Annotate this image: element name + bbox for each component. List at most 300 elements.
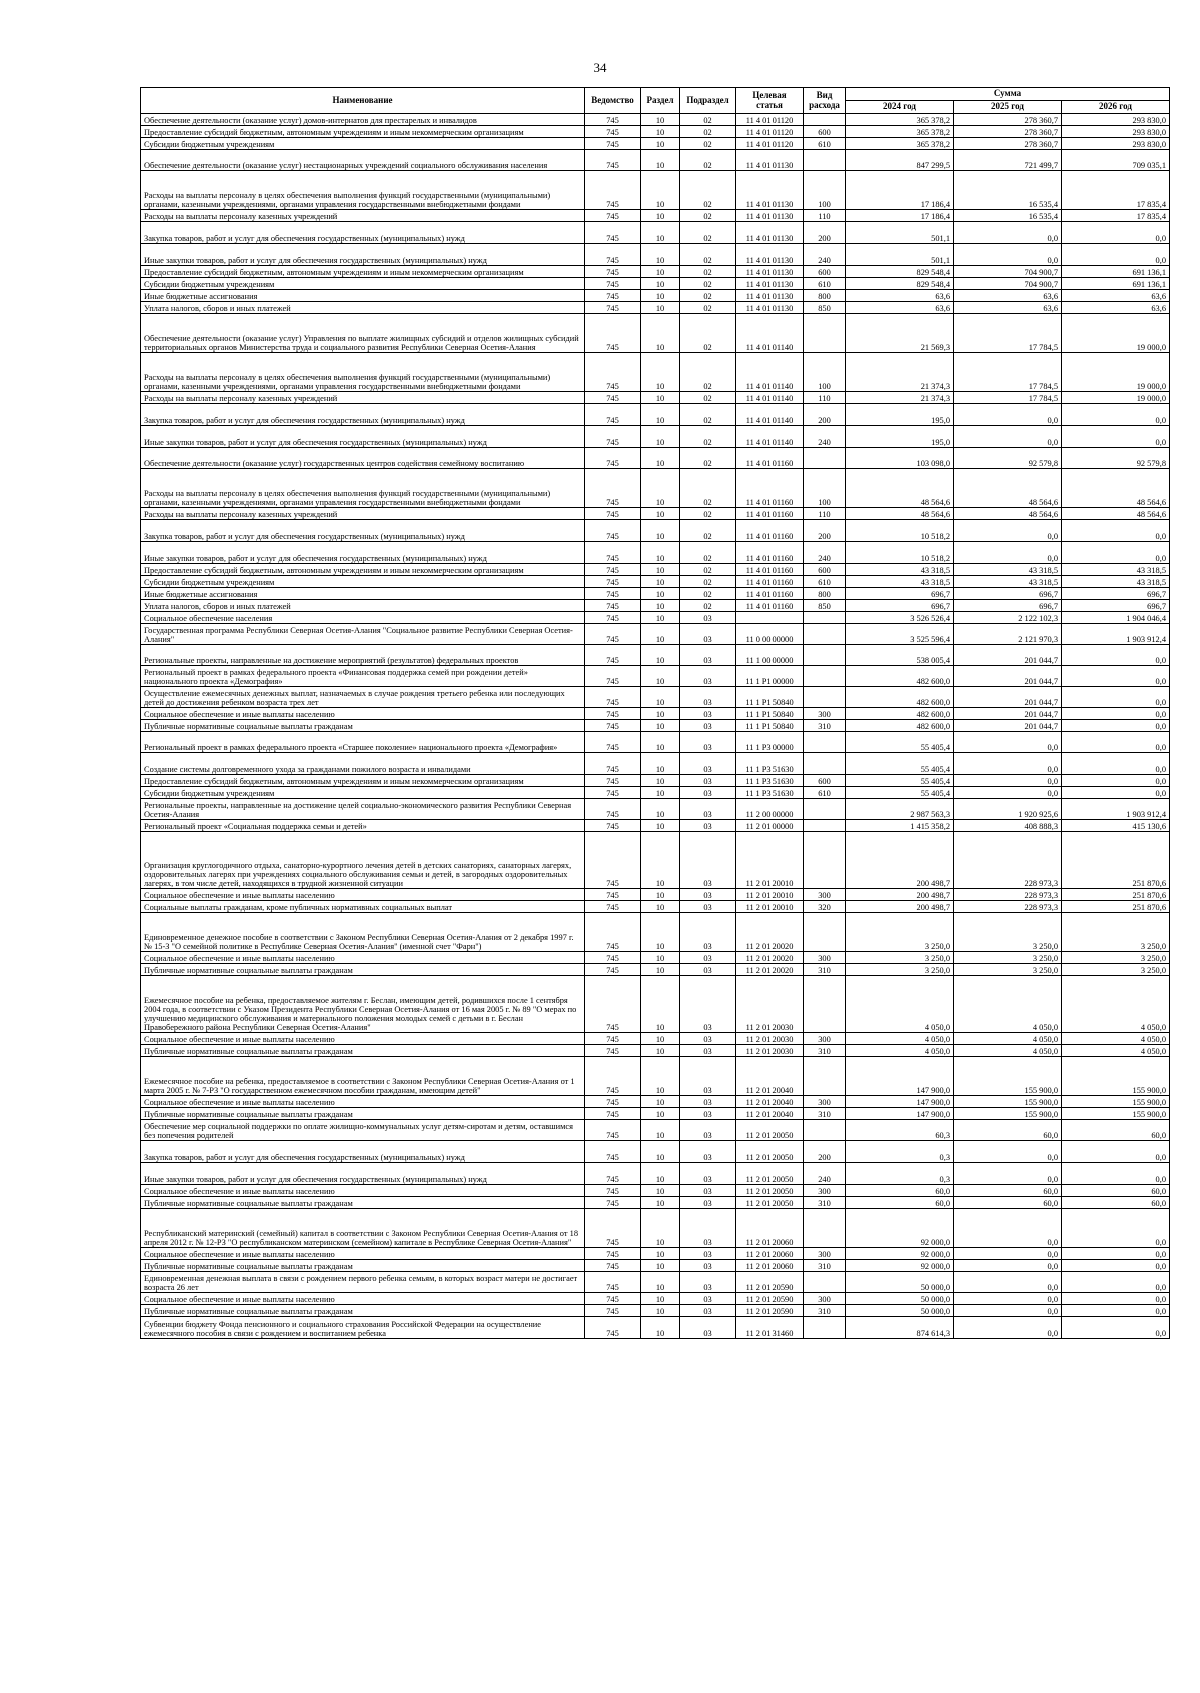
table-row bbox=[141, 392, 1170, 404]
cell-name: Предоставление субсидий бюджетным, автономным учреждениям и иным некоммерческим организациям bbox=[141, 266, 585, 278]
cell-sum-2026: 48 564,6 bbox=[1062, 508, 1170, 520]
cell-subsection: 02 bbox=[680, 600, 736, 612]
cell-section: 10 bbox=[641, 564, 680, 576]
page-number: 34 bbox=[593, 60, 607, 75]
cell-section: 10 bbox=[641, 469, 680, 508]
cell-section: 10 bbox=[641, 600, 680, 612]
cell-sum-2024: 0,3 bbox=[846, 1163, 954, 1185]
table-row bbox=[141, 913, 1170, 952]
cell-subsection: 03 bbox=[680, 732, 736, 753]
cell-department: 745 bbox=[585, 171, 641, 210]
table-row bbox=[141, 171, 1170, 210]
cell-subsection: 03 bbox=[680, 1141, 736, 1163]
cell-section: 10 bbox=[641, 1141, 680, 1163]
cell-sum-2026: 696,7 bbox=[1062, 588, 1170, 600]
cell-sum-2026: 0,0 bbox=[1062, 1209, 1170, 1248]
cell-sum-2025: 43 318,5 bbox=[954, 564, 1062, 576]
cell-target-article: 11 2 01 20010 bbox=[736, 832, 804, 889]
table-row bbox=[141, 952, 1170, 964]
cell-name: Субсидии бюджетным учреждениям bbox=[141, 787, 585, 799]
cell-target-article: 11 4 01 01140 bbox=[736, 392, 804, 404]
header-section: Раздел bbox=[641, 88, 680, 114]
cell-section: 10 bbox=[641, 1057, 680, 1096]
cell-section: 10 bbox=[641, 787, 680, 799]
header-department: Ведомство bbox=[585, 88, 641, 114]
cell-department: 745 bbox=[585, 624, 641, 645]
table-row bbox=[141, 426, 1170, 448]
cell-subsection: 03 bbox=[680, 1293, 736, 1305]
cell-name: Уплата налогов, сборов и иных платежей bbox=[141, 302, 585, 314]
cell-name: Расходы на выплаты персоналу казенных учреждений bbox=[141, 508, 585, 520]
cell-name: Закупка товаров, работ и услуг для обеспечения государственных (муниципальных) нужд bbox=[141, 404, 585, 426]
cell-sum-2024: 195,0 bbox=[846, 426, 954, 448]
table-row bbox=[141, 889, 1170, 901]
cell-target-article: 11 4 01 01130 bbox=[736, 278, 804, 290]
cell-name: Ежемесячное пособие на ребенка, предоставляемое в соответствии с Законом Республики Северная Осетия-Алания от 1 марта 2005 г. № 7-РЗ "О государственном ежемесячном пособии гражданам, имеющим детей" bbox=[141, 1057, 585, 1096]
cell-sum-2026: 709 035,1 bbox=[1062, 150, 1170, 171]
cell-department: 745 bbox=[585, 114, 641, 126]
cell-sum-2026: 0,0 bbox=[1062, 775, 1170, 787]
cell-name: Обеспечение мер социальной поддержки по оплате жилищно-коммунальных услуг детям-сиротам и детям, оставшимся без попечения родителей bbox=[141, 1120, 585, 1141]
header-year-2025: 2025 год bbox=[954, 101, 1062, 114]
cell-expense-kind: 240 bbox=[804, 244, 846, 266]
cell-sum-2024: 60,3 bbox=[846, 1120, 954, 1141]
cell-expense-kind bbox=[804, 1272, 846, 1293]
cell-subsection: 02 bbox=[680, 314, 736, 353]
cell-name: Иные закупки товаров, работ и услуг для обеспечения государственных (муниципальных) нужд bbox=[141, 244, 585, 266]
cell-sum-2025: 16 535,4 bbox=[954, 171, 1062, 210]
cell-department: 745 bbox=[585, 1260, 641, 1272]
cell-sum-2025: 4 050,0 bbox=[954, 1045, 1062, 1057]
cell-sum-2024: 365 378,2 bbox=[846, 126, 954, 138]
cell-sum-2025: 408 888,3 bbox=[954, 820, 1062, 832]
cell-section: 10 bbox=[641, 290, 680, 302]
cell-expense-kind bbox=[804, 1057, 846, 1096]
cell-sum-2024: 874 614,3 bbox=[846, 1317, 954, 1339]
table-row bbox=[141, 520, 1170, 542]
cell-expense-kind bbox=[804, 753, 846, 775]
cell-section: 10 bbox=[641, 542, 680, 564]
table-row bbox=[141, 290, 1170, 302]
cell-target-article: 11 0 00 00000 bbox=[736, 624, 804, 645]
cell-subsection: 03 bbox=[680, 624, 736, 645]
cell-department: 745 bbox=[585, 666, 641, 687]
cell-department: 745 bbox=[585, 469, 641, 508]
cell-department: 745 bbox=[585, 612, 641, 624]
header-year-2024: 2024 год bbox=[846, 101, 954, 114]
cell-department: 745 bbox=[585, 576, 641, 588]
cell-sum-2026: 60,0 bbox=[1062, 1197, 1170, 1209]
cell-sum-2026: 0,0 bbox=[1062, 1141, 1170, 1163]
cell-section: 10 bbox=[641, 1108, 680, 1120]
cell-expense-kind: 300 bbox=[804, 1293, 846, 1305]
table-row bbox=[141, 624, 1170, 645]
table-row bbox=[141, 302, 1170, 314]
cell-sum-2024: 50 000,0 bbox=[846, 1293, 954, 1305]
cell-sum-2025: 201 044,7 bbox=[954, 645, 1062, 666]
cell-expense-kind: 850 bbox=[804, 600, 846, 612]
cell-sum-2025: 2 121 970,3 bbox=[954, 624, 1062, 645]
cell-expense-kind: 800 bbox=[804, 290, 846, 302]
cell-department: 745 bbox=[585, 126, 641, 138]
cell-section: 10 bbox=[641, 314, 680, 353]
cell-sum-2025: 60,0 bbox=[954, 1185, 1062, 1197]
cell-sum-2025: 63,6 bbox=[954, 302, 1062, 314]
table-row bbox=[141, 976, 1170, 1033]
cell-subsection: 02 bbox=[680, 392, 736, 404]
cell-sum-2025: 0,0 bbox=[954, 732, 1062, 753]
cell-sum-2026: 1 904 046,4 bbox=[1062, 612, 1170, 624]
cell-sum-2024: 3 525 596,4 bbox=[846, 624, 954, 645]
table-row bbox=[141, 576, 1170, 588]
cell-expense-kind: 300 bbox=[804, 952, 846, 964]
cell-name: Социальное обеспечение и иные выплаты населению bbox=[141, 708, 585, 720]
cell-name: Расходы на выплаты персоналу в целях обеспечения выполнения функций государственными (муниципальными) органами, казенными учреждениями, органами управления государственными внебюджетными фондами bbox=[141, 171, 585, 210]
cell-sum-2025: 0,0 bbox=[954, 1317, 1062, 1339]
cell-expense-kind: 310 bbox=[804, 1260, 846, 1272]
cell-section: 10 bbox=[641, 1317, 680, 1339]
cell-name: Публичные нормативные социальные выплаты гражданам bbox=[141, 1260, 585, 1272]
cell-name: Закупка товаров, работ и услуг для обеспечения государственных (муниципальных) нужд bbox=[141, 520, 585, 542]
cell-department: 745 bbox=[585, 913, 641, 952]
cell-sum-2026: 0,0 bbox=[1062, 542, 1170, 564]
cell-expense-kind: 600 bbox=[804, 564, 846, 576]
cell-target-article: 11 4 01 01140 bbox=[736, 404, 804, 426]
header-target-article: Целевая статья bbox=[736, 88, 804, 114]
cell-sum-2024: 147 900,0 bbox=[846, 1108, 954, 1120]
cell-sum-2024: 50 000,0 bbox=[846, 1272, 954, 1293]
cell-sum-2026: 4 050,0 bbox=[1062, 976, 1170, 1033]
cell-expense-kind: 200 bbox=[804, 222, 846, 244]
cell-expense-kind bbox=[804, 666, 846, 687]
cell-department: 745 bbox=[585, 753, 641, 775]
cell-name: Социальные выплаты гражданам, кроме публичных нормативных социальных выплат bbox=[141, 901, 585, 913]
cell-department: 745 bbox=[585, 1209, 641, 1248]
cell-name: Обеспечение деятельности (оказание услуг) государственных центров содействия семейному воспитанию bbox=[141, 448, 585, 469]
cell-section: 10 bbox=[641, 964, 680, 976]
cell-department: 745 bbox=[585, 1108, 641, 1120]
cell-sum-2024: 43 318,5 bbox=[846, 564, 954, 576]
cell-sum-2024: 17 186,4 bbox=[846, 171, 954, 210]
cell-subsection: 02 bbox=[680, 542, 736, 564]
cell-section: 10 bbox=[641, 1045, 680, 1057]
cell-name: Организация круглогодичного отдыха, санаторно-курортного лечения детей в детских санаториях, санаторных лагерях, оздоровительных лагерях при учреждениях социального обслуживания семьи и детей, в загородных оздоровительных лагерях, в том числе детей, находящихся в трудной жизненной ситуации bbox=[141, 832, 585, 889]
cell-sum-2024: 4 050,0 bbox=[846, 1045, 954, 1057]
cell-sum-2026: 155 900,0 bbox=[1062, 1108, 1170, 1120]
cell-sum-2026: 17 835,4 bbox=[1062, 171, 1170, 210]
table-row bbox=[141, 1057, 1170, 1096]
cell-expense-kind bbox=[804, 1209, 846, 1248]
cell-expense-kind: 310 bbox=[804, 1305, 846, 1317]
cell-department: 745 bbox=[585, 150, 641, 171]
cell-section: 10 bbox=[641, 448, 680, 469]
cell-section: 10 bbox=[641, 404, 680, 426]
table-row bbox=[141, 820, 1170, 832]
cell-sum-2026: 3 250,0 bbox=[1062, 952, 1170, 964]
cell-name: Иные закупки товаров, работ и услуг для обеспечения государственных (муниципальных) нужд bbox=[141, 426, 585, 448]
cell-name: Социальное обеспечение и иные выплаты населению bbox=[141, 1185, 585, 1197]
cell-sum-2025: 43 318,5 bbox=[954, 576, 1062, 588]
cell-sum-2024: 2 987 563,3 bbox=[846, 799, 954, 820]
cell-sum-2026: 0,0 bbox=[1062, 520, 1170, 542]
cell-expense-kind: 310 bbox=[804, 1045, 846, 1057]
cell-sum-2026: 1 903 912,4 bbox=[1062, 624, 1170, 645]
cell-department: 745 bbox=[585, 392, 641, 404]
cell-name: Иные бюджетные ассигнования bbox=[141, 588, 585, 600]
cell-sum-2025: 3 250,0 bbox=[954, 913, 1062, 952]
table-row bbox=[141, 150, 1170, 171]
cell-sum-2024: 21 374,3 bbox=[846, 353, 954, 392]
cell-expense-kind: 310 bbox=[804, 1197, 846, 1209]
cell-section: 10 bbox=[641, 171, 680, 210]
cell-expense-kind: 800 bbox=[804, 588, 846, 600]
cell-sum-2026: 696,7 bbox=[1062, 600, 1170, 612]
cell-expense-kind: 240 bbox=[804, 1163, 846, 1185]
cell-department: 745 bbox=[585, 600, 641, 612]
cell-subsection: 03 bbox=[680, 913, 736, 952]
table-row bbox=[141, 1120, 1170, 1141]
cell-sum-2025: 0,0 bbox=[954, 1163, 1062, 1185]
cell-department: 745 bbox=[585, 832, 641, 889]
cell-sum-2024: 0,3 bbox=[846, 1141, 954, 1163]
cell-sum-2024: 3 250,0 bbox=[846, 913, 954, 952]
cell-target-article: 11 2 01 20030 bbox=[736, 1045, 804, 1057]
cell-sum-2025: 0,0 bbox=[954, 1272, 1062, 1293]
cell-sum-2025: 696,7 bbox=[954, 588, 1062, 600]
cell-target-article: 11 4 01 01120 bbox=[736, 138, 804, 150]
table-row bbox=[141, 138, 1170, 150]
cell-target-article: 11 2 01 20590 bbox=[736, 1293, 804, 1305]
cell-section: 10 bbox=[641, 1260, 680, 1272]
cell-subsection: 02 bbox=[680, 353, 736, 392]
cell-section: 10 bbox=[641, 222, 680, 244]
cell-section: 10 bbox=[641, 576, 680, 588]
cell-subsection: 02 bbox=[680, 448, 736, 469]
cell-expense-kind: 200 bbox=[804, 1141, 846, 1163]
table-row bbox=[141, 1096, 1170, 1108]
table-row bbox=[141, 1033, 1170, 1045]
cell-expense-kind bbox=[804, 832, 846, 889]
cell-expense-kind bbox=[804, 624, 846, 645]
cell-target-article: 11 4 01 01160 bbox=[736, 508, 804, 520]
table-row bbox=[141, 448, 1170, 469]
cell-sum-2026: 251 870,6 bbox=[1062, 901, 1170, 913]
cell-subsection: 02 bbox=[680, 426, 736, 448]
cell-target-article: 11 4 01 01120 bbox=[736, 114, 804, 126]
cell-subsection: 03 bbox=[680, 901, 736, 913]
cell-subsection: 02 bbox=[680, 278, 736, 290]
cell-sum-2026: 0,0 bbox=[1062, 426, 1170, 448]
cell-sum-2026: 0,0 bbox=[1062, 1260, 1170, 1272]
cell-sum-2025: 4 050,0 bbox=[954, 1033, 1062, 1045]
cell-name: Региональные проекты, направленные на достижение мероприятий (результатов) федеральных проектов bbox=[141, 645, 585, 666]
cell-department: 745 bbox=[585, 889, 641, 901]
cell-section: 10 bbox=[641, 278, 680, 290]
cell-section: 10 bbox=[641, 392, 680, 404]
cell-name: Иные бюджетные ассигнования bbox=[141, 290, 585, 302]
cell-target-article: 11 4 01 01120 bbox=[736, 126, 804, 138]
cell-sum-2025: 228 973,3 bbox=[954, 832, 1062, 889]
cell-expense-kind: 300 bbox=[804, 1248, 846, 1260]
cell-sum-2026: 251 870,6 bbox=[1062, 832, 1170, 889]
cell-sum-2026: 4 050,0 bbox=[1062, 1045, 1170, 1057]
cell-name: Расходы на выплаты персоналу в целях обеспечения выполнения функций государственными (муниципальными) органами, казенными учреждениями, органами управления государственными внебюджетными фондами bbox=[141, 353, 585, 392]
table-row bbox=[141, 666, 1170, 687]
cell-expense-kind bbox=[804, 687, 846, 708]
cell-name: Социальное обеспечение населения bbox=[141, 612, 585, 624]
cell-sum-2025: 201 044,7 bbox=[954, 708, 1062, 720]
cell-department: 745 bbox=[585, 1272, 641, 1293]
cell-name: Единовременная денежная выплата в связи с рождением первого ребенка семьям, в которых возраст матери не достигает возраста 26 лет bbox=[141, 1272, 585, 1293]
cell-section: 10 bbox=[641, 666, 680, 687]
cell-sum-2025: 201 044,7 bbox=[954, 666, 1062, 687]
cell-sum-2024: 147 900,0 bbox=[846, 1057, 954, 1096]
cell-department: 745 bbox=[585, 508, 641, 520]
cell-department: 745 bbox=[585, 732, 641, 753]
cell-target-article: 11 2 01 20060 bbox=[736, 1248, 804, 1260]
cell-section: 10 bbox=[641, 687, 680, 708]
cell-sum-2026: 0,0 bbox=[1062, 666, 1170, 687]
cell-target-article: 11 1 Р1 50840 bbox=[736, 687, 804, 708]
cell-department: 745 bbox=[585, 708, 641, 720]
cell-sum-2025: 0,0 bbox=[954, 1141, 1062, 1163]
cell-sum-2024: 482 600,0 bbox=[846, 720, 954, 732]
cell-target-article: 11 2 01 20010 bbox=[736, 901, 804, 913]
cell-sum-2025: 16 535,4 bbox=[954, 210, 1062, 222]
cell-sum-2025: 60,0 bbox=[954, 1197, 1062, 1209]
table-row bbox=[141, 645, 1170, 666]
table-row bbox=[141, 1317, 1170, 1339]
cell-subsection: 02 bbox=[680, 520, 736, 542]
cell-expense-kind: 240 bbox=[804, 542, 846, 564]
cell-target-article: 11 2 01 20060 bbox=[736, 1260, 804, 1272]
cell-section: 10 bbox=[641, 1096, 680, 1108]
cell-subsection: 02 bbox=[680, 222, 736, 244]
cell-expense-kind: 110 bbox=[804, 392, 846, 404]
cell-sum-2025: 155 900,0 bbox=[954, 1096, 1062, 1108]
table-row bbox=[141, 564, 1170, 576]
cell-subsection: 02 bbox=[680, 171, 736, 210]
cell-expense-kind: 610 bbox=[804, 787, 846, 799]
cell-sum-2025: 0,0 bbox=[954, 542, 1062, 564]
cell-name: Расходы на выплаты персоналу в целях обеспечения выполнения функций государственными (муниципальными) органами, казенными учреждениями, органами управления государственными внебюджетными фондами bbox=[141, 469, 585, 508]
cell-name: Предоставление субсидий бюджетным, автономным учреждениям и иным некоммерческим организациям bbox=[141, 126, 585, 138]
cell-expense-kind: 300 bbox=[804, 1096, 846, 1108]
cell-subsection: 03 bbox=[680, 666, 736, 687]
table-row bbox=[141, 687, 1170, 708]
cell-sum-2026: 43 318,5 bbox=[1062, 576, 1170, 588]
cell-subsection: 03 bbox=[680, 687, 736, 708]
table-row bbox=[141, 1248, 1170, 1260]
cell-sum-2026: 0,0 bbox=[1062, 1317, 1170, 1339]
cell-name: Предоставление субсидий бюджетным, автономным учреждениям и иным некоммерческим организациям bbox=[141, 564, 585, 576]
table-row bbox=[141, 732, 1170, 753]
table-row bbox=[141, 964, 1170, 976]
cell-subsection: 03 bbox=[680, 1033, 736, 1045]
cell-target-article: 11 1 Р1 00000 bbox=[736, 666, 804, 687]
cell-target-article: 11 4 01 01160 bbox=[736, 448, 804, 469]
cell-section: 10 bbox=[641, 1305, 680, 1317]
cell-target-article: 11 2 01 20030 bbox=[736, 1033, 804, 1045]
table-row bbox=[141, 1197, 1170, 1209]
cell-section: 10 bbox=[641, 732, 680, 753]
cell-target-article: 11 4 01 01160 bbox=[736, 564, 804, 576]
cell-sum-2026: 4 050,0 bbox=[1062, 1033, 1170, 1045]
cell-sum-2024: 365 378,2 bbox=[846, 114, 954, 126]
cell-target-article: 11 2 01 20040 bbox=[736, 1096, 804, 1108]
cell-name: Региональные проекты, направленные на достижение целей социально-экономического развития Республики Северная Осетия-Алания bbox=[141, 799, 585, 820]
cell-subsection: 02 bbox=[680, 114, 736, 126]
cell-name: Закупка товаров, работ и услуг для обеспечения государственных (муниципальных) нужд bbox=[141, 1141, 585, 1163]
cell-sum-2025: 696,7 bbox=[954, 600, 1062, 612]
cell-section: 10 bbox=[641, 1163, 680, 1185]
cell-name: Социальное обеспечение и иные выплаты населению bbox=[141, 1293, 585, 1305]
cell-department: 745 bbox=[585, 210, 641, 222]
cell-sum-2026: 92 579,8 bbox=[1062, 448, 1170, 469]
cell-department: 745 bbox=[585, 1185, 641, 1197]
cell-department: 745 bbox=[585, 1096, 641, 1108]
cell-sum-2025: 0,0 bbox=[954, 404, 1062, 426]
cell-sum-2024: 63,6 bbox=[846, 302, 954, 314]
cell-department: 745 bbox=[585, 564, 641, 576]
cell-subsection: 03 bbox=[680, 1209, 736, 1248]
cell-sum-2025: 201 044,7 bbox=[954, 720, 1062, 732]
cell-target-article: 11 2 01 20030 bbox=[736, 976, 804, 1033]
cell-sum-2024: 55 405,4 bbox=[846, 787, 954, 799]
cell-subsection: 02 bbox=[680, 150, 736, 171]
cell-sum-2026: 0,0 bbox=[1062, 1163, 1170, 1185]
cell-sum-2026: 0,0 bbox=[1062, 687, 1170, 708]
cell-sum-2024: 4 050,0 bbox=[846, 1033, 954, 1045]
cell-sum-2024: 55 405,4 bbox=[846, 775, 954, 787]
cell-sum-2026: 60,0 bbox=[1062, 1185, 1170, 1197]
cell-sum-2024: 4 050,0 bbox=[846, 976, 954, 1033]
cell-section: 10 bbox=[641, 976, 680, 1033]
cell-subsection: 03 bbox=[680, 1096, 736, 1108]
cell-name: Региональный проект «Социальная поддержка семьи и детей» bbox=[141, 820, 585, 832]
header-subsection: Подраздел bbox=[680, 88, 736, 114]
cell-sum-2026: 0,0 bbox=[1062, 645, 1170, 666]
cell-target-article: 11 4 01 01130 bbox=[736, 222, 804, 244]
cell-name: Социальное обеспечение и иные выплаты населению bbox=[141, 952, 585, 964]
cell-expense-kind: 310 bbox=[804, 720, 846, 732]
cell-section: 10 bbox=[641, 353, 680, 392]
cell-department: 745 bbox=[585, 1305, 641, 1317]
cell-sum-2024: 696,7 bbox=[846, 588, 954, 600]
cell-sum-2025: 3 250,0 bbox=[954, 952, 1062, 964]
cell-target-article: 11 2 01 20590 bbox=[736, 1272, 804, 1293]
cell-section: 10 bbox=[641, 720, 680, 732]
cell-target-article bbox=[736, 612, 804, 624]
cell-target-article: 11 2 00 00000 bbox=[736, 799, 804, 820]
table-row bbox=[141, 708, 1170, 720]
cell-sum-2025: 0,0 bbox=[954, 1209, 1062, 1248]
table-body bbox=[141, 114, 1170, 1339]
table-row bbox=[141, 278, 1170, 290]
cell-target-article: 11 2 01 20050 bbox=[736, 1197, 804, 1209]
cell-target-article: 11 1 Р1 50840 bbox=[736, 708, 804, 720]
cell-expense-kind bbox=[804, 913, 846, 952]
cell-sum-2024: 10 518,2 bbox=[846, 542, 954, 564]
table-row bbox=[141, 1272, 1170, 1293]
cell-name: Расходы на выплаты персоналу казенных учреждений bbox=[141, 210, 585, 222]
cell-sum-2025: 17 784,5 bbox=[954, 314, 1062, 353]
cell-expense-kind: 300 bbox=[804, 708, 846, 720]
cell-sum-2024: 200 498,7 bbox=[846, 889, 954, 901]
cell-sum-2025: 201 044,7 bbox=[954, 687, 1062, 708]
table-row bbox=[141, 588, 1170, 600]
cell-expense-kind bbox=[804, 820, 846, 832]
